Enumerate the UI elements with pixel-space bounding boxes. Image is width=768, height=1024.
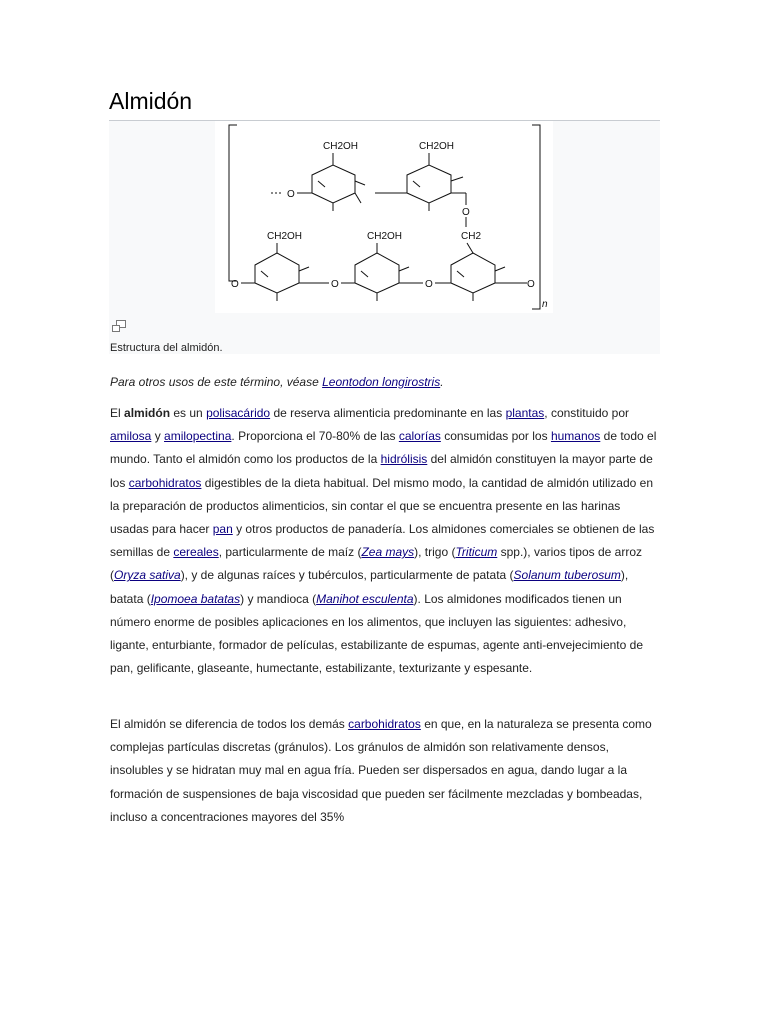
glucose-ring-top-2 (407, 165, 451, 203)
link-text: Zea mays (361, 545, 415, 560)
link-humanos[interactable]: humanos (550, 429, 601, 444)
text: es un (170, 406, 207, 420)
text: ), trigo ( (414, 545, 456, 560)
link-text: Ipomoea batatas (150, 591, 241, 606)
text: ), y de algunas raíces y tubérculos, particularmente de patata ( (180, 568, 514, 583)
text: del almidón constituyen la mayor parte de los (110, 452, 653, 490)
glucose-ring-top-1 (312, 165, 355, 203)
text: en que, en la naturaleza se presenta como complejas partículas discretas (gránulos). Los gránulos de almidón son relativamente densos, insolubles y se hidratan muy mal en agua fría. Pueden ser dispersados en agua, dando lugar a la formación de suspensiones de baja viscosidad que pueden ser fácilmente mezcladas y bombeadas, incluso a concentraciones mayores del 35% (110, 717, 652, 824)
link-calorias[interactable]: calorías (398, 429, 441, 444)
label-n: n (542, 299, 548, 310)
link-text: Oryza sativa (114, 568, 181, 583)
label-o-2: O (462, 207, 470, 218)
text: El almidón se diferencia de todos los demás (110, 717, 349, 731)
link-amilopectina[interactable]: amilopectina (164, 429, 232, 444)
glucose-ring-bottom-1 (255, 253, 299, 293)
text: spp.), varios tipos de arroz ( (110, 545, 642, 583)
link-oryza-sativa[interactable] (114, 568, 181, 582)
label-o-4: O (331, 279, 339, 290)
link-leontodon-longirostris[interactable]: Leontodon longirostris (322, 375, 441, 389)
text: y otros productos de panadería. Los almidones comerciales se obtienen de las semillas de (110, 522, 655, 560)
text: de reserva alimenticia predominante en las (270, 406, 506, 420)
starch-structure-diagram[interactable] (215, 121, 553, 313)
text: ) y mandioca ( (240, 591, 317, 606)
link-ipomoea-batatas[interactable] (151, 592, 240, 606)
label-ch2oh-1: CH2OH (323, 141, 359, 152)
page-title: Almidón (109, 88, 193, 114)
link-amilosa[interactable]: amilosa (110, 429, 152, 444)
label-o-1: O (287, 189, 295, 200)
paragraph-1 (110, 402, 658, 680)
bold-term: almidón (124, 406, 171, 420)
hatnote (110, 375, 444, 389)
link-solanum-tuberosum[interactable] (514, 568, 621, 582)
link-plantas[interactable]: plantas (505, 406, 545, 420)
text: digestibles de la dieta habitual. Del mismo modo, la cantidad de almidón utilizado en la preparación de productos alimenticios, sin contar el que se encuentra presente en las harinas usadas para hacer (110, 475, 654, 537)
text: ), batata ( (110, 568, 629, 606)
text: de todo el mundo. Tanto el almidón como los productos de la (110, 429, 657, 467)
link-manihot-esculenta[interactable] (316, 592, 413, 606)
text: , constituido por (544, 406, 629, 420)
label-ch2oh-2: CH2OH (419, 141, 455, 152)
paragraph-2 (110, 713, 658, 829)
text: El (110, 406, 125, 420)
text: . Proporciona el 70-80% de las (231, 429, 399, 444)
glucose-ring-bottom-3 (451, 253, 495, 293)
link-carbohidratos[interactable]: carbohidratos (128, 475, 202, 490)
label-o-6: O (527, 279, 535, 290)
text: consumidas por los (440, 429, 551, 444)
link-text: Solanum tuberosum (513, 568, 621, 583)
link-carbohidratos[interactable]: carbohidratos (348, 717, 421, 731)
link-text: Triticum (455, 545, 498, 560)
link-hidrolisis[interactable]: hidrólisis (380, 452, 428, 467)
link-triticum[interactable] (455, 545, 497, 559)
link-pan[interactable]: pan (212, 522, 233, 537)
hatnote-text: Para otros usos de este término, véase (110, 375, 323, 389)
label-o-5: O (425, 279, 433, 290)
label-o-3: O (231, 279, 239, 290)
link-cereales[interactable]: cereales (173, 545, 219, 560)
glucose-ring-bottom-2 (355, 253, 399, 293)
label-ch2: CH2 (461, 231, 482, 242)
link-zea-mays[interactable] (361, 545, 414, 559)
link-text: Manihot esculenta (316, 591, 414, 606)
hatnote-suffix: . (440, 375, 444, 389)
text: y (151, 429, 165, 444)
enlarge-icon[interactable] (112, 320, 126, 332)
label-ch2oh-3: CH2OH (267, 231, 303, 242)
text: ). Los almidones modificados tienen un número enorme de posibles aplicaciones en los alimentos, que incluyen las siguientes: adhesivo, ligante, enturbiante, formador de películas, estabilizante de espumas, agente anti-envejecimiento de pan, gelificante, glaseante, humectante, estabilizante, texturizante y espesante. (110, 591, 643, 676)
label-ch2oh-4: CH2OH (367, 231, 403, 242)
text: , particularmente de maíz ( (218, 545, 362, 560)
left-bracket (229, 125, 237, 281)
link-polisacarido[interactable]: polisacárido (206, 406, 271, 420)
figure-caption: Estructura del almidón. (110, 342, 223, 354)
